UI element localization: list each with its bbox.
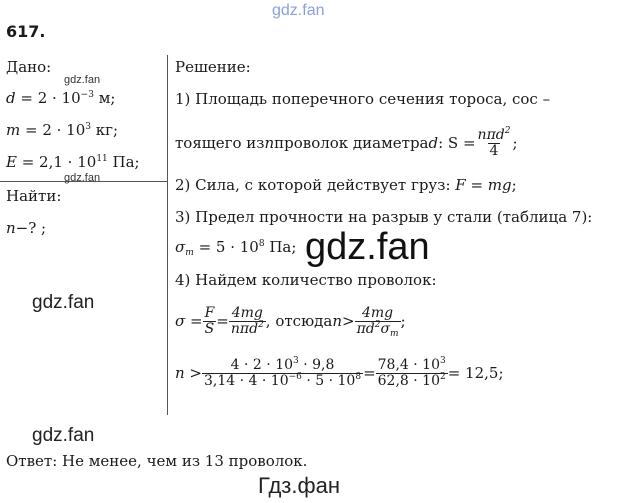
step1-line-a: 1) Площадь поперечного сечения тороса, сос – <box>175 90 551 108</box>
find-item-var: n <box>6 219 16 237</box>
step3-sub: m <box>185 248 194 258</box>
find-item-rest: −? ; <box>15 219 47 237</box>
step4-frac3-den-exp: 2 <box>374 319 381 330</box>
step1-line-b <box>175 128 518 159</box>
step4-gt: > <box>341 312 355 331</box>
calc-f2-den-exp: 2 <box>439 371 446 382</box>
step4-frac2-den-exp: 2 <box>258 319 264 330</box>
step1-d: d <box>428 134 439 153</box>
given-m-var: m <box>6 121 21 139</box>
given-E-eq: = 2,1 · 10 <box>16 153 97 171</box>
given-E-var: E <box>6 153 17 171</box>
calc-f1-den-exp: −6 <box>288 371 302 382</box>
step3-unit: Па; <box>264 238 297 256</box>
problem-number-value: 617 <box>6 22 40 41</box>
problem-number-suffix: . <box>39 22 46 41</box>
step4-mid: , отсюда <box>265 312 333 331</box>
given-m-exp: 3 <box>85 122 92 132</box>
step2-end: ; <box>511 176 517 194</box>
answer-line: Ответ: Не менее, чем из 13 проволок. <box>6 452 308 470</box>
step4-frac3 <box>355 306 401 337</box>
step4-end: ; <box>400 312 406 331</box>
given-d-unit: м; <box>93 89 116 107</box>
calc-f1-den-mid: · 5 · 10 <box>301 372 356 389</box>
given-E-unit: Па; <box>107 153 140 171</box>
given-header: Дано: <box>6 58 52 76</box>
find-header: Найти: <box>6 187 62 205</box>
column-divider <box>167 55 168 415</box>
step4-frac2-den: nπd <box>230 320 259 337</box>
watermark-mid-2: gdz.fan <box>32 425 95 446</box>
calc-f1-num: 4 · 2 · 10 <box>230 357 294 373</box>
calc-n: n > <box>175 364 202 383</box>
step1-mid: проволок диаметра <box>274 134 429 153</box>
step3-sigma: σ <box>175 238 186 256</box>
step1-end: ; <box>512 134 518 153</box>
given-m-eq: = 2 · 10 <box>20 121 86 139</box>
calc-f1-num-rest: · 9,8 <box>298 357 335 373</box>
step2-formula: F = mg <box>455 176 512 194</box>
step4-frac3-den-sigma: σ <box>380 320 391 337</box>
step4-eq: = <box>216 312 229 331</box>
step4-frac1-num: F <box>204 305 215 321</box>
step2-pre: 2) Сила, с которой действует груз: <box>175 176 456 194</box>
given-m <box>6 123 118 138</box>
calc-line <box>175 358 504 389</box>
step1-frac-num-exp: 2 <box>504 126 511 136</box>
step4-frac2 <box>229 306 266 337</box>
step4-frac1-den: S <box>204 320 215 337</box>
given-d-exp: −3 <box>80 90 94 100</box>
step1-n: n <box>264 134 275 153</box>
given-E-exp: 11 <box>96 154 108 164</box>
step1-fraction <box>476 128 513 159</box>
step4-frac3-den: πd <box>356 320 375 337</box>
step3-line: 3) Предел прочности на разрыв у стали (таблица 7): <box>175 208 593 226</box>
calc-result: = 12,5; <box>447 364 504 383</box>
watermark-big: gdz.fan <box>305 226 430 268</box>
step1-pre: тоящего из <box>175 134 265 153</box>
step4-sigma: σ = <box>175 312 203 331</box>
step4-frac3-den-sub: m <box>390 328 399 339</box>
step1-frac-num: nπd <box>477 127 505 143</box>
step2-line <box>175 178 517 193</box>
solution-header: Решение: <box>175 58 251 76</box>
watermark-mid-1: gdz.fan <box>32 292 95 313</box>
calc-eq: = <box>363 364 376 383</box>
calc-f2-num: 78,4 · 10 <box>377 357 440 373</box>
step3-eq: = 5 · 10 <box>193 238 259 256</box>
step4-line: 4) Найдем количество проволок: <box>175 271 437 289</box>
step1-S: : S = <box>438 134 476 153</box>
problem-number <box>6 22 45 41</box>
calc-frac2 <box>376 358 448 389</box>
given-d-var: d <box>6 89 16 107</box>
step1-frac-den: 4 <box>489 142 499 159</box>
calc-f1-den-exp2: 8 <box>355 371 362 382</box>
step3-exp: 8 <box>258 239 265 249</box>
calc-frac1 <box>202 358 363 389</box>
watermark-bottom: Гдз.фан <box>258 473 340 498</box>
given-d-eq: = 2 · 10 <box>15 89 81 107</box>
calc-f2-num-exp: 3 <box>439 356 446 366</box>
watermark-top: gdz.fan <box>272 2 325 19</box>
calc-f1-den: 3,14 · 4 · 10 <box>204 372 289 389</box>
given-m-unit: кг; <box>91 121 119 139</box>
step3-value <box>175 238 297 258</box>
watermark-small-2: gdz.fan <box>64 172 101 184</box>
calc-f2-den: 62,8 · 10 <box>377 372 440 389</box>
step4-n: n <box>332 312 342 331</box>
given-E <box>6 155 140 170</box>
calc-f1-num-exp: 3 <box>293 356 299 366</box>
watermark-small-1: gdz.fan <box>64 74 101 86</box>
step4-frac1 <box>203 306 217 337</box>
step4-formula <box>175 306 406 337</box>
find-item <box>6 221 46 236</box>
step4-frac3-num: 4mg <box>361 305 394 321</box>
step4-frac2-num: 4mg <box>231 305 263 321</box>
given-d <box>6 91 115 106</box>
